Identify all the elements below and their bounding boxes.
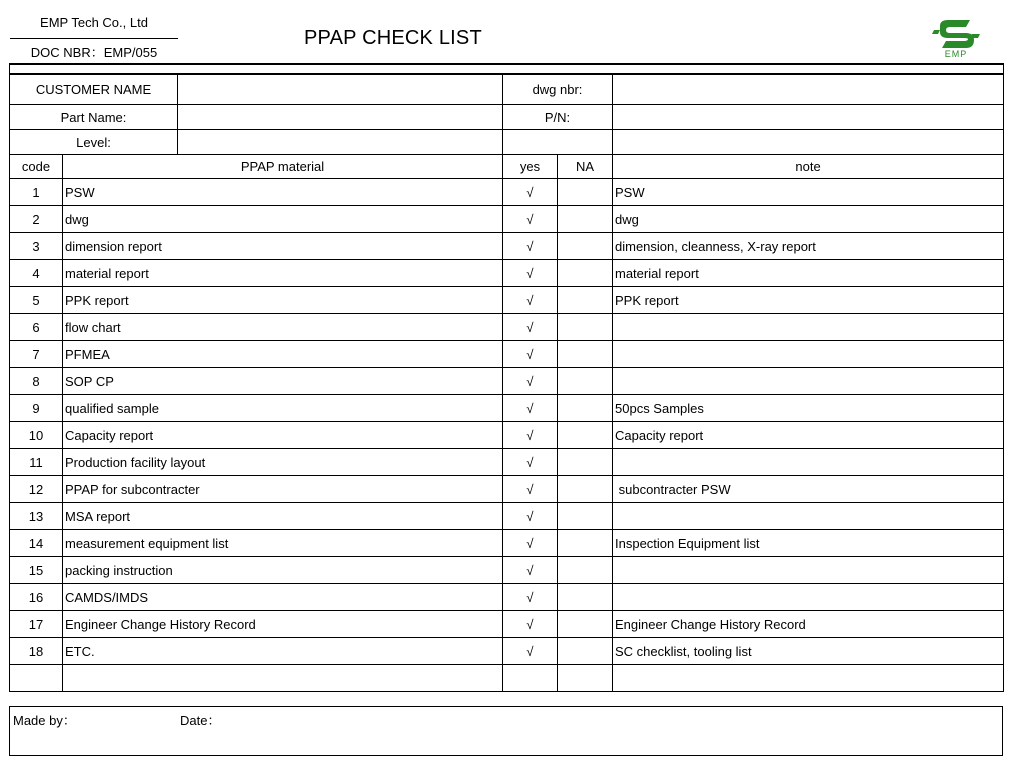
item-material: CAMDS/IMDS xyxy=(63,584,503,611)
table-row xyxy=(10,611,1004,638)
item-code: 11 xyxy=(10,449,63,476)
item-yes-check[interactable]: √ xyxy=(503,206,558,233)
part-name-row xyxy=(10,105,1004,130)
dwg-nbr-label: dwg nbr: xyxy=(503,74,613,105)
item-note[interactable]: Inspection Equipment list xyxy=(613,530,1004,557)
table-row xyxy=(10,287,1004,314)
item-note[interactable] xyxy=(613,557,1004,584)
item-code: 14 xyxy=(10,530,63,557)
item-material: Production facility layout xyxy=(63,449,503,476)
item-material: MSA report xyxy=(63,503,503,530)
checklist-sheet xyxy=(9,63,1003,697)
top-rule xyxy=(10,64,1004,74)
item-code: 4 xyxy=(10,260,63,287)
table-row xyxy=(10,476,1004,503)
company-divider xyxy=(10,38,178,39)
item-yes-check[interactable]: √ xyxy=(503,233,558,260)
item-note[interactable]: PPK report xyxy=(613,287,1004,314)
level-spacer-note xyxy=(613,130,1004,155)
item-code: 15 xyxy=(10,557,63,584)
item-yes-check[interactable]: √ xyxy=(503,287,558,314)
item-yes-check[interactable]: √ xyxy=(503,368,558,395)
table-row xyxy=(10,395,1004,422)
item-na-check[interactable] xyxy=(558,395,613,422)
item-note[interactable]: PSW xyxy=(613,179,1004,206)
item-na-check[interactable] xyxy=(558,557,613,584)
table-row xyxy=(10,557,1004,584)
item-na-check[interactable] xyxy=(558,287,613,314)
col-header-material: PPAP material xyxy=(63,155,503,179)
item-note[interactable] xyxy=(613,314,1004,341)
item-material: measurement equipment list xyxy=(63,530,503,557)
item-note[interactable]: Capacity report xyxy=(613,422,1004,449)
item-na-check[interactable] xyxy=(558,368,613,395)
col-header-note: note xyxy=(613,155,1004,179)
col-header-na: NA xyxy=(558,155,613,179)
item-yes-check[interactable]: √ xyxy=(503,584,558,611)
item-na-check[interactable] xyxy=(558,503,613,530)
item-na-check[interactable] xyxy=(558,611,613,638)
pn-label: P/N: xyxy=(503,105,613,130)
item-note[interactable] xyxy=(613,584,1004,611)
col-header-code: code xyxy=(10,155,63,179)
table-row xyxy=(10,638,1004,665)
item-note[interactable]: dwg xyxy=(613,206,1004,233)
table-row xyxy=(10,341,1004,368)
item-code: 3 xyxy=(10,233,63,260)
item-note[interactable]: material report xyxy=(613,260,1004,287)
made-by-label: Made by： xyxy=(13,713,76,728)
item-na-check[interactable] xyxy=(558,233,613,260)
item-na-check[interactable] xyxy=(558,314,613,341)
table-row xyxy=(10,584,1004,611)
item-yes-check[interactable]: √ xyxy=(503,611,558,638)
item-na-check[interactable] xyxy=(558,260,613,287)
item-yes-check[interactable]: √ xyxy=(503,476,558,503)
table-row xyxy=(10,179,1004,206)
item-code: 12 xyxy=(10,476,63,503)
level-row xyxy=(10,130,1004,155)
item-code: 5 xyxy=(10,287,63,314)
document-header xyxy=(0,0,1016,64)
item-material: ETC. xyxy=(63,638,503,665)
page-title: PPAP CHECK LIST xyxy=(304,27,482,49)
item-na-check[interactable] xyxy=(558,476,613,503)
item-note[interactable]: 50pcs Samples xyxy=(613,395,1004,422)
item-code: 18 xyxy=(10,638,63,665)
signature-box xyxy=(9,706,1003,756)
column-header-row xyxy=(10,155,1004,179)
item-material: Capacity report xyxy=(63,422,503,449)
table-row xyxy=(10,206,1004,233)
level-label: Level: xyxy=(10,130,178,155)
item-note[interactable] xyxy=(613,503,1004,530)
item-note[interactable] xyxy=(613,449,1004,476)
item-yes-check[interactable]: √ xyxy=(503,503,558,530)
part-name-field[interactable] xyxy=(178,105,503,130)
table-row xyxy=(10,530,1004,557)
checklist-table xyxy=(9,63,1004,692)
item-yes-check[interactable]: √ xyxy=(503,557,558,584)
item-note[interactable]: SC checklist, tooling list xyxy=(613,638,1004,665)
item-material: dimension report xyxy=(63,233,503,260)
item-yes-check[interactable]: √ xyxy=(503,530,558,557)
item-na-check[interactable] xyxy=(558,206,613,233)
item-yes-check[interactable]: √ xyxy=(503,449,558,476)
dwg-nbr-field[interactable] xyxy=(613,74,1004,105)
item-material: PPK report xyxy=(63,287,503,314)
table-row xyxy=(10,260,1004,287)
item-material: dwg xyxy=(63,206,503,233)
blank-material-cell[interactable] xyxy=(63,665,503,692)
item-code: 13 xyxy=(10,503,63,530)
blank-code-cell[interactable] xyxy=(10,665,63,692)
table-row xyxy=(10,449,1004,476)
item-na-check[interactable] xyxy=(558,449,613,476)
item-na-check[interactable] xyxy=(558,422,613,449)
pn-field[interactable] xyxy=(613,105,1004,130)
customer-name-label: CUSTOMER NAME xyxy=(10,74,178,105)
item-material: PSW xyxy=(63,179,503,206)
date-label: Date： xyxy=(180,713,221,728)
item-code: 1 xyxy=(10,179,63,206)
blank-row xyxy=(10,665,1004,692)
table-row xyxy=(10,368,1004,395)
table-row xyxy=(10,503,1004,530)
item-material: PFMEA xyxy=(63,341,503,368)
item-yes-check[interactable]: √ xyxy=(503,638,558,665)
logo-text: EMP xyxy=(944,49,968,59)
item-yes-check[interactable]: √ xyxy=(503,260,558,287)
item-material: qualified sample xyxy=(63,395,503,422)
item-code: 16 xyxy=(10,584,63,611)
table-row xyxy=(10,422,1004,449)
item-na-check[interactable] xyxy=(558,638,613,665)
doc-number: DOC NBR：EMP/055 xyxy=(30,45,158,60)
item-note[interactable]: dimension, cleanness, X-ray report xyxy=(613,233,1004,260)
item-material: PPAP for subcontracter xyxy=(63,476,503,503)
item-code: 2 xyxy=(10,206,63,233)
item-na-check[interactable] xyxy=(558,584,613,611)
item-note[interactable]: subcontracter PSW xyxy=(613,476,1004,503)
blank-na-cell[interactable] xyxy=(558,665,613,692)
item-note[interactable] xyxy=(613,368,1004,395)
item-material: packing instruction xyxy=(63,557,503,584)
company-name: EMP Tech Co., Ltd xyxy=(40,15,148,30)
item-yes-check[interactable]: √ xyxy=(503,341,558,368)
col-header-yes: yes xyxy=(503,155,558,179)
item-yes-check[interactable]: √ xyxy=(503,395,558,422)
customer-name-field[interactable] xyxy=(178,74,503,105)
item-code: 10 xyxy=(10,422,63,449)
item-material: flow chart xyxy=(63,314,503,341)
item-note[interactable] xyxy=(613,341,1004,368)
item-note[interactable]: Engineer Change History Record xyxy=(613,611,1004,638)
item-yes-check[interactable]: √ xyxy=(503,314,558,341)
customer-row xyxy=(10,74,1004,105)
item-na-check[interactable] xyxy=(558,530,613,557)
item-material: material report xyxy=(63,260,503,287)
table-row xyxy=(10,314,1004,341)
item-code: 6 xyxy=(10,314,63,341)
item-code: 17 xyxy=(10,611,63,638)
item-na-check[interactable] xyxy=(558,341,613,368)
item-na-check[interactable] xyxy=(558,179,613,206)
table-row xyxy=(10,233,1004,260)
item-yes-check[interactable]: √ xyxy=(503,179,558,206)
blank-note-cell[interactable] xyxy=(613,665,1004,692)
item-material: Engineer Change History Record xyxy=(63,611,503,638)
blank-yes-cell[interactable] xyxy=(503,665,558,692)
item-code: 8 xyxy=(10,368,63,395)
item-code: 9 xyxy=(10,395,63,422)
item-code: 7 xyxy=(10,341,63,368)
item-material: SOP CP xyxy=(63,368,503,395)
level-field[interactable] xyxy=(178,130,503,155)
level-spacer xyxy=(503,130,613,155)
part-name-label: Part Name: xyxy=(10,105,178,130)
item-yes-check[interactable]: √ xyxy=(503,422,558,449)
